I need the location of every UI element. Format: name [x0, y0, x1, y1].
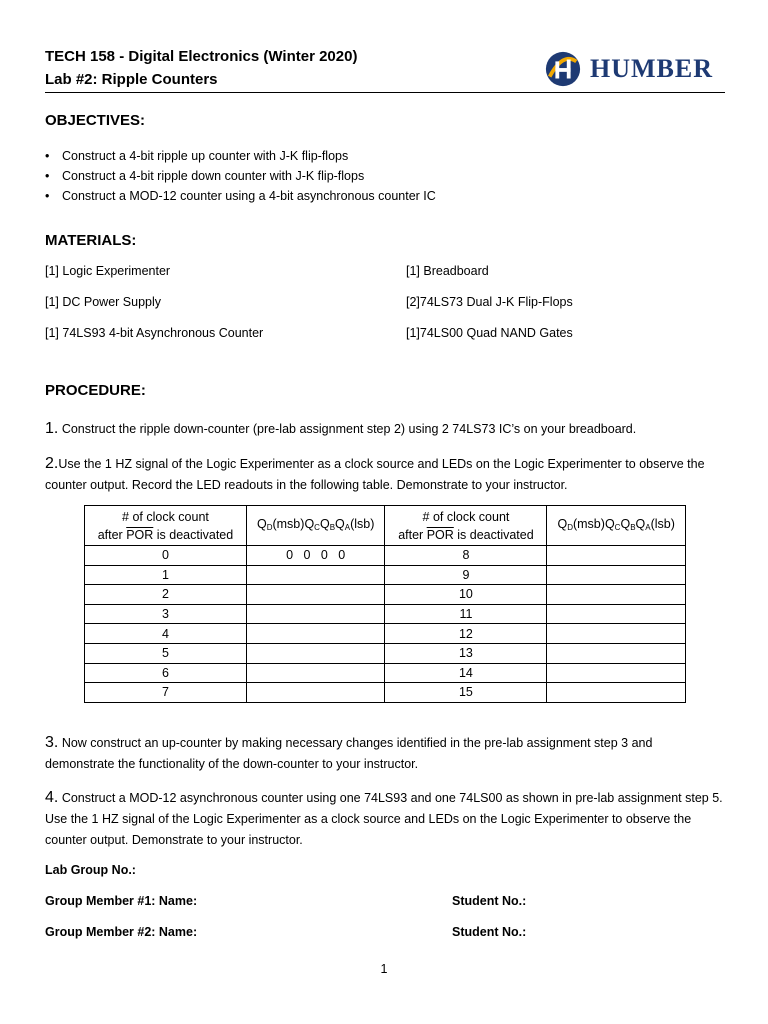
table-row: [85, 565, 686, 585]
procedure-step-4: [45, 787, 725, 851]
q-sub: C: [614, 522, 621, 532]
q-output-cell: [246, 643, 385, 663]
q-output-cell: [547, 624, 686, 644]
q-output-cell: [547, 585, 686, 605]
header-line: after: [97, 527, 127, 542]
clock-count-cell: 12: [385, 624, 547, 644]
counter-readout-table: [84, 505, 686, 703]
q-label: Q: [635, 516, 646, 531]
member2-name-label: Group Member #2: Name:: [45, 925, 198, 939]
clock-count-cell: 0: [85, 546, 247, 566]
header-line: # of clock count: [422, 509, 510, 524]
q-output-cell: [547, 683, 686, 703]
step-number: 3.: [45, 734, 59, 751]
clock-count-cell: 10: [385, 585, 547, 605]
q-output-cell: [547, 565, 686, 585]
materials-heading: MATERIALS:: [45, 232, 137, 249]
step-text: Use the 1 HZ signal of the Logic Experimenter as a clock source and LEDs on the Logic Experimenter to observe the counter output. Record the LED readouts in the following table. Demonstrate to your instructor.: [45, 457, 705, 492]
q-output-cell: [246, 663, 385, 683]
material-item: [1] DC Power Supply: [45, 295, 162, 309]
q-output-cell: [547, 643, 686, 663]
page-number: 1: [380, 962, 388, 976]
q-label: Q: [620, 516, 631, 531]
clock-count-cell: 15: [385, 683, 547, 703]
step-text: Construct the ripple down-counter (pre-lab assignment step 2) using 2 74LS73 IC’s on your breadboard.: [61, 422, 637, 436]
q-label: (lsb): [350, 516, 375, 531]
table-row: [85, 643, 686, 663]
clock-count-cell: 3: [85, 604, 247, 624]
material-item: [1] Logic Experimenter: [45, 264, 171, 278]
logo-text: HUMBER: [590, 54, 713, 83]
table-row: [85, 663, 686, 683]
q-label: Q: [256, 516, 267, 531]
clock-count-cell: 4: [85, 624, 247, 644]
q-output-cell: [547, 546, 686, 566]
q-sub: D: [567, 522, 573, 532]
table-row: [85, 624, 686, 644]
q-label: Q: [319, 516, 330, 531]
step-text: Now construct an up-counter by making necessary changes identified in the pre-lab assignment step 3 and demonstrate the functionality of the down-counter to your instructor.: [45, 736, 653, 771]
lab-group-label: Lab Group No.:: [45, 863, 136, 877]
header-line: is deactivated: [153, 527, 234, 542]
table-row: [85, 683, 686, 703]
step-number: 2.: [45, 455, 59, 472]
column-header-q-outputs: [246, 506, 385, 546]
header-line: is deactivated: [453, 527, 534, 542]
course-title: TECH 158 - Digital Electronics (Winter 2020): [45, 48, 358, 65]
q-output-cell: 0 0 0 0: [246, 546, 385, 566]
header-divider: [45, 92, 725, 93]
clock-count-cell: 5: [85, 643, 247, 663]
q-output-cell: [246, 683, 385, 703]
header-line: # of clock count: [122, 509, 209, 524]
por-overline: $\overline{POR}$: [426, 527, 454, 542]
q-output-cell: [246, 565, 385, 585]
lab-title: Lab #2: Ripple Counters: [45, 71, 218, 88]
q-sub: B: [329, 522, 336, 532]
clock-count-cell: 9: [385, 565, 547, 585]
q-label: (msb): [272, 516, 305, 531]
q-label: Q: [335, 516, 345, 531]
clock-count-cell: 2: [85, 585, 247, 605]
por-overline: $\overline{POR}$: [126, 527, 154, 542]
material-item: [1]74LS00 Quad NAND Gates: [406, 326, 573, 340]
member2-student-no-label: Student No.:: [452, 925, 527, 939]
list-item: • Construct a 4-bit ripple down counter with J-K flip-flops: [45, 166, 436, 186]
q-label: Q: [557, 516, 568, 531]
q-sub: A: [645, 522, 651, 532]
column-header-clock-count: [85, 506, 247, 546]
column-header-clock-count: [385, 506, 547, 546]
q-sub: B: [630, 522, 636, 532]
procedure-step-2: [45, 453, 725, 496]
objectives-list: [45, 146, 436, 206]
q-label: Q: [604, 516, 615, 531]
humber-logo: [544, 50, 713, 88]
table-row: [85, 604, 686, 624]
clock-count-cell: 11: [385, 604, 547, 624]
q-label: Q: [304, 516, 315, 531]
q-output-cell: [547, 604, 686, 624]
procedure-step-3: [45, 732, 725, 775]
step-number: 4.: [45, 789, 59, 806]
procedure-heading: PROCEDURE:: [45, 382, 146, 399]
objectives-heading: OBJECTIVES:: [45, 112, 146, 129]
clock-count-cell: 1: [85, 565, 247, 585]
material-item: [2]74LS73 Dual J-K Flip-Flops: [406, 295, 573, 309]
q-output-cell: [246, 585, 385, 605]
q-sub: A: [344, 522, 351, 532]
q-sub: D: [266, 522, 273, 532]
step-number: 1.: [45, 420, 59, 437]
humber-h-icon: [544, 50, 582, 88]
list-item: • Construct a 4-bit ripple up counter with J-K flip-flops: [45, 146, 436, 166]
clock-count-cell: 13: [385, 643, 547, 663]
q-output-cell: [246, 624, 385, 644]
material-item: [1] Breadboard: [406, 264, 489, 278]
clock-count-cell: 8: [385, 546, 547, 566]
clock-count-cell: 14: [385, 663, 547, 683]
q-label: (lsb): [650, 516, 675, 531]
clock-count-cell: 7: [85, 683, 247, 703]
clock-count-cell: 6: [85, 663, 247, 683]
column-header-q-outputs: [547, 506, 686, 546]
procedure-step-1: [45, 418, 725, 440]
step-text: Construct a MOD-12 asynchronous counter using one 74LS93 and one 74LS00 as shown in pre-lab assignment step 5. Use the 1 HZ signal of the Logic Experimenter as a clock source and LEDs on the Logic Experimenter to observe the counter output. Demonstrate to your instructor.: [45, 791, 723, 847]
q-output-cell: [246, 604, 385, 624]
member1-student-no-label: Student No.:: [452, 894, 527, 908]
material-item: [1] 74LS93 4-bit Asynchronous Counter: [45, 326, 264, 340]
q-sub: C: [314, 522, 320, 532]
member1-name-label: Group Member #1: Name:: [45, 894, 198, 908]
q-output-cell: [547, 663, 686, 683]
table-row: [85, 546, 686, 566]
list-item: • Construct a MOD-12 counter using a 4-bit asynchronous counter IC: [45, 186, 436, 206]
table-row: [85, 585, 686, 605]
q-label: (msb): [572, 516, 605, 531]
header-line: after: [398, 527, 427, 542]
